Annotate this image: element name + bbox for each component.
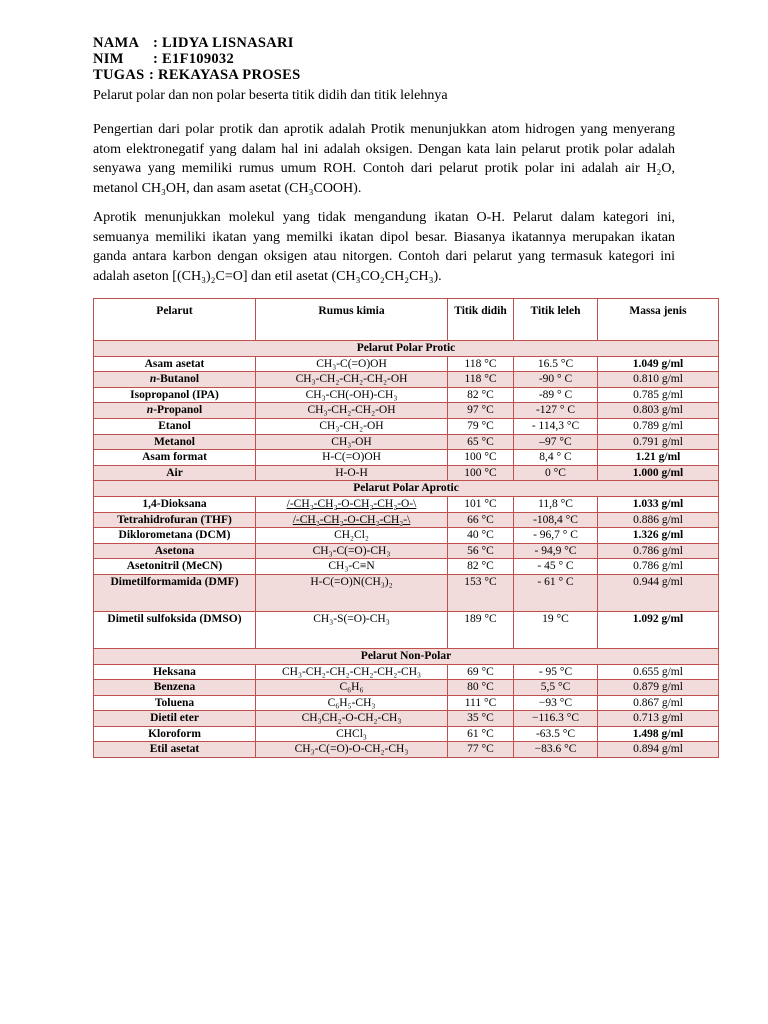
density: 0.803 g/ml xyxy=(598,403,719,419)
boiling-point: 66 °C xyxy=(448,512,514,528)
chemical-formula: CH₃CH₂-O-CH₂-CH₃ xyxy=(256,711,448,727)
header-rumus-kimia: Rumus kimia xyxy=(256,299,448,341)
density: 0.886 g/ml xyxy=(598,512,719,528)
table-row xyxy=(94,403,719,419)
chemical-formula: CH₂Cl₂ xyxy=(256,528,448,544)
table-row xyxy=(94,664,719,680)
density: 0.810 g/ml xyxy=(598,372,719,388)
solvent-name: Asetonitril (MeCN) xyxy=(94,559,256,575)
density: 1.033 g/ml xyxy=(598,496,719,512)
boiling-point: 79 °C xyxy=(448,418,514,434)
boiling-point: 97 °C xyxy=(448,403,514,419)
boiling-point: 189 °C xyxy=(448,611,514,648)
boiling-point: 153 °C xyxy=(448,574,514,611)
table-row xyxy=(94,496,719,512)
melting-point: - 45 ° C xyxy=(514,559,598,575)
table-header-row xyxy=(94,299,719,341)
solvent-name: Etil asetat xyxy=(94,742,256,758)
melting-point: 11,8 °C xyxy=(514,496,598,512)
boiling-point: 82 °C xyxy=(448,387,514,403)
chemical-formula: CH₃-CH₂-CH₂-CH₂-OH xyxy=(256,372,448,388)
boiling-point: 111 °C xyxy=(448,695,514,711)
solvent-name: Asam asetat xyxy=(94,356,256,372)
chemical-formula: /-CH₂-CH₂-O-CH₂-CH₂-O-\ xyxy=(256,496,448,512)
density: 0.713 g/ml xyxy=(598,711,719,727)
table-row xyxy=(94,372,719,388)
solvent-name: Tetrahidrofuran (THF) xyxy=(94,512,256,528)
density: 0.786 g/ml xyxy=(598,543,719,559)
paragraph-aprotik: Aprotik menunjukkan molekul yang tidak mengandung ikatan O-H. Pelarut dalam kategori ini, semuanya memiliki ikatan yang memilki ikatan dipol besar. Biasanya ikatannya merupakan ikatan ganda antara karbon dengan oksigen atau nitorgen. Contoh dari pelarut yang termasuk kategori ini adalah aseton [(CH₃)₂C=O] dan etil asetat (CH₃CO₂CH₂CH₃). xyxy=(93,210,675,284)
tugas-label: TUGAS xyxy=(93,67,145,83)
chemical-formula: CH₃-C(=O)OH xyxy=(256,356,448,372)
chemical-formula: CH₃-C(=O)-CH₃ xyxy=(256,543,448,559)
melting-point: −93 °C xyxy=(514,695,598,711)
section-row xyxy=(94,341,719,357)
header-pelarut: Pelarut xyxy=(94,299,256,341)
paragraph-protik: Pengertian dari polar protik dan aprotik adalah Protik menunjukkan atom hidrogen yang menyerang atom elektronegatif yang dalam hal ini adalah oksigen. Dengan kata lain pelarut protik polar adalah senyawa yang memiliki rumus umum ROH. Contoh dari pelarut protik polar ini adalah air H₂O, metanol CH₃OH, dan asam asetat (CH₃COOH). xyxy=(93,122,675,196)
solvent-name: Heksana xyxy=(94,664,256,680)
density: 1.21 g/ml xyxy=(598,450,719,466)
melting-point: -63.5 °C xyxy=(514,726,598,742)
density: 0.867 g/ml xyxy=(598,695,719,711)
nim-row xyxy=(93,51,301,67)
solvent-name: Kloroform xyxy=(94,726,256,742)
melting-point: - 114,3 °C xyxy=(514,418,598,434)
density: 0.785 g/ml xyxy=(598,387,719,403)
solvent-name: n-Propanol xyxy=(94,403,256,419)
chemical-formula: CH₃-CH₂-CH₂-OH xyxy=(256,403,448,419)
solvent-name: Diklorometana (DCM) xyxy=(94,528,256,544)
section-title: Pelarut Polar Aprotic xyxy=(94,481,719,497)
solvent-name: Benzena xyxy=(94,680,256,696)
chemical-formula: CH₃-CH(-OH)-CH₃ xyxy=(256,387,448,403)
melting-point: −83.6 °C xyxy=(514,742,598,758)
section-row xyxy=(94,648,719,664)
nama-label: NAMA xyxy=(93,35,140,51)
chemical-formula: CH₃-CH₂-OH xyxy=(256,418,448,434)
boiling-point: 77 °C xyxy=(448,742,514,758)
melting-point: -127 ° C xyxy=(514,403,598,419)
nim-value: : E1F109032 xyxy=(153,51,235,67)
table-row xyxy=(94,543,719,559)
melting-point: -108,4 °C xyxy=(514,512,598,528)
nim-label: NIM xyxy=(93,51,124,67)
boiling-point: 35 °C xyxy=(448,711,514,727)
density: 1.000 g/ml xyxy=(598,465,719,481)
table-row xyxy=(94,711,719,727)
boiling-point: 101 °C xyxy=(448,496,514,512)
melting-point: –97 °C xyxy=(514,434,598,450)
melting-point: -89 ° C xyxy=(514,387,598,403)
solvent-name: Isopropanol (IPA) xyxy=(94,387,256,403)
table-row xyxy=(94,418,719,434)
table-row xyxy=(94,559,719,575)
chemical-formula: CH₃-C≡N xyxy=(256,559,448,575)
chemical-formula: CH₃-CH₂-CH₂-CH₂-CH₂-CH₃ xyxy=(256,664,448,680)
chemical-formula: CH₃-OH xyxy=(256,434,448,450)
boiling-point: 65 °C xyxy=(448,434,514,450)
solvent-name: Metanol xyxy=(94,434,256,450)
table-row xyxy=(94,611,719,648)
melting-point: - 96,7 ° C xyxy=(514,528,598,544)
tugas-row xyxy=(93,67,301,83)
boiling-point: 69 °C xyxy=(448,664,514,680)
table-row xyxy=(94,695,719,711)
density: 0.786 g/ml xyxy=(598,559,719,575)
solvent-name: Etanol xyxy=(94,418,256,434)
solvent-name: Asetona xyxy=(94,543,256,559)
boiling-point: 56 °C xyxy=(448,543,514,559)
chemical-formula: H-C(=O)OH xyxy=(256,450,448,466)
melting-point: 8,4 ° C xyxy=(514,450,598,466)
boiling-point: 100 °C xyxy=(448,450,514,466)
solvent-name: Asam format xyxy=(94,450,256,466)
density: 1.049 g/ml xyxy=(598,356,719,372)
nama-value: : LIDYA LISNASARI xyxy=(153,35,294,51)
table-row xyxy=(94,387,719,403)
solvent-name: n-Butanol xyxy=(94,372,256,388)
solvent-name: 1,4-Dioksana xyxy=(94,496,256,512)
table-row xyxy=(94,465,719,481)
section-row xyxy=(94,481,719,497)
density: 0.894 g/ml xyxy=(598,742,719,758)
chemical-formula: /-CH₂-CH₂-O-CH₂-CH₂-\ xyxy=(256,512,448,528)
boiling-point: 61 °C xyxy=(448,726,514,742)
boiling-point: 118 °C xyxy=(448,372,514,388)
density: 0.879 g/ml xyxy=(598,680,719,696)
solvent-table xyxy=(93,298,719,758)
chemical-formula: H-O-H xyxy=(256,465,448,481)
melting-point: 16.5 °C xyxy=(514,356,598,372)
solvent-name: Air xyxy=(94,465,256,481)
header-titik-didih: Titik didih xyxy=(448,299,514,341)
chemical-formula: CH₃-S(=O)-CH₃ xyxy=(256,611,448,648)
melting-point: 5,5 °C xyxy=(514,680,598,696)
table-row xyxy=(94,434,719,450)
solvent-name: Toluena xyxy=(94,695,256,711)
section-title: Pelarut Non-Polar xyxy=(94,648,719,664)
chemical-formula: CHCl₃ xyxy=(256,726,448,742)
table-row xyxy=(94,528,719,544)
chemical-formula: CH₃-C(=O)-O-CH₂-CH₃ xyxy=(256,742,448,758)
melting-point: 19 °C xyxy=(514,611,598,648)
melting-point: −116.3 °C xyxy=(514,711,598,727)
density: 0.655 g/ml xyxy=(598,664,719,680)
melting-point: - 61 ° C xyxy=(514,574,598,611)
melting-point: - 94,9 °C xyxy=(514,543,598,559)
density: 1.326 g/ml xyxy=(598,528,719,544)
table-row xyxy=(94,742,719,758)
header-titik-leleh: Titik leleh xyxy=(514,299,598,341)
table-row xyxy=(94,574,719,611)
density: 0.791 g/ml xyxy=(598,434,719,450)
table-row xyxy=(94,680,719,696)
solvent-name: Dimetilformamida (DMF) xyxy=(94,574,256,611)
density: 0.944 g/ml xyxy=(598,574,719,611)
table-row xyxy=(94,726,719,742)
melting-point: -90 ° C xyxy=(514,372,598,388)
boiling-point: 40 °C xyxy=(448,528,514,544)
document-subtitle: Pelarut polar dan non polar beserta titik didih dan titik lelehnya xyxy=(93,88,448,103)
section-title: Pelarut Polar Protic xyxy=(94,341,719,357)
table-row xyxy=(94,512,719,528)
chemical-formula: C₆H₅-CH₃ xyxy=(256,695,448,711)
density: 0.789 g/ml xyxy=(598,418,719,434)
solvent-name: Dietil eter xyxy=(94,711,256,727)
boiling-point: 118 °C xyxy=(448,356,514,372)
nama-row xyxy=(93,35,301,51)
boiling-point: 80 °C xyxy=(448,680,514,696)
table-row xyxy=(94,356,719,372)
boiling-point: 100 °C xyxy=(448,465,514,481)
student-header xyxy=(93,35,301,83)
boiling-point: 82 °C xyxy=(448,559,514,575)
density: 1.498 g/ml xyxy=(598,726,719,742)
table-row xyxy=(94,450,719,466)
melting-point: - 95 °C xyxy=(514,664,598,680)
chemical-formula: C₆H₆ xyxy=(256,680,448,696)
solvent-name: Dimetil sulfoksida (DMSO) xyxy=(94,611,256,648)
tugas-value: : REKAYASA PROSES xyxy=(149,67,301,83)
melting-point: 0 °C xyxy=(514,465,598,481)
chemical-formula: H-C(=O)N(CH₃)₂ xyxy=(256,574,448,611)
header-massa-jenis: Massa jenis xyxy=(598,299,719,341)
density: 1.092 g/ml xyxy=(598,611,719,648)
